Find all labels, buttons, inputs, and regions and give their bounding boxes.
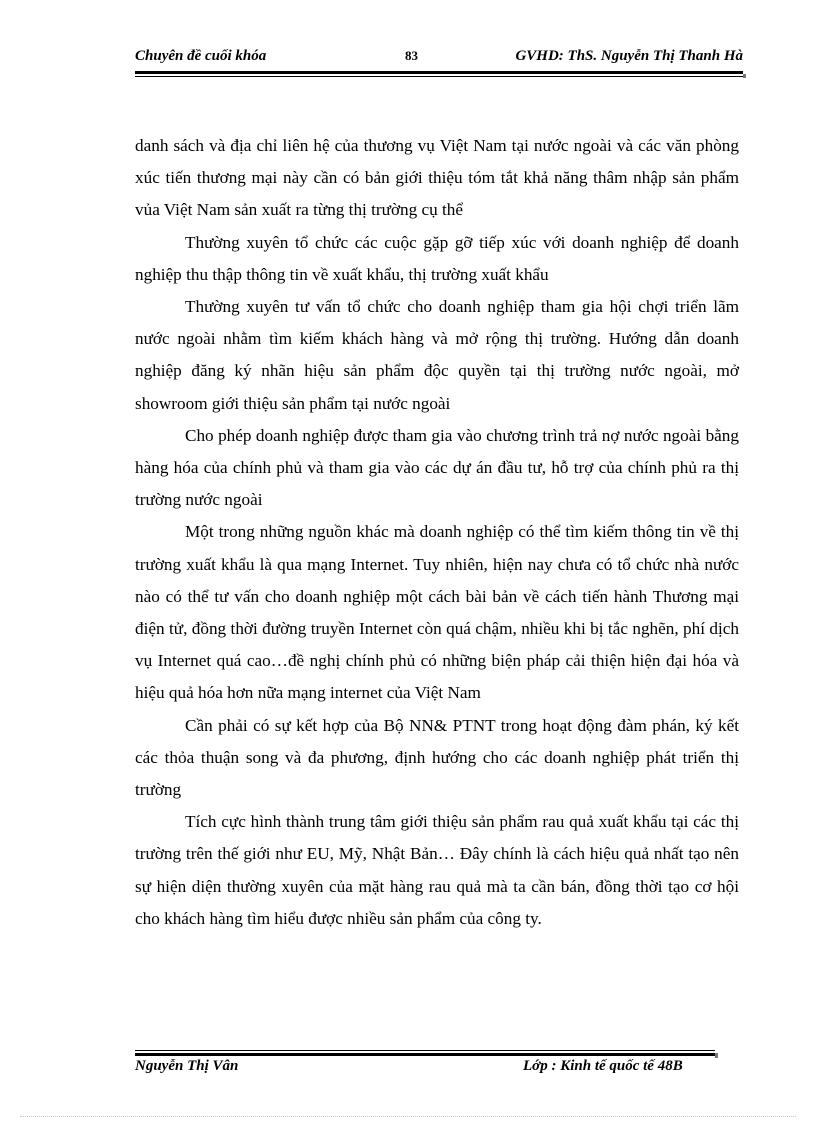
paragraph-2: Thường xuyên tổ chức các cuộc gặp gỡ tiếp xúc với doanh nghiệp để doanh nghiệp thu thập thông tin về xuất khẩu, thị trường xuất khẩu (135, 232, 739, 284)
paragraph-4: Cho phép doanh nghiệp được tham gia vào chương trình trả nợ nước ngoài bằng hàng hóa của chính phủ và tham gia vào các dự án đầu tư, hỗ trợ của chính phủ ra thị trường nước ngoài (135, 425, 739, 510)
footer-rule-shadow (715, 1053, 718, 1058)
footer-class: Lớp : Kinh tế quốc tế 48B (523, 1058, 683, 1074)
header-document-title: Chuyên đề cuối khóa (135, 48, 267, 64)
paragraph-1: danh sách và địa chỉ liên hệ của thương vụ Việt Nam tại nước ngoài và các văn phòng xúc tiến thương mại này cần có bản giới thiệu tóm tắt khả năng thâm nhập sản phẩm vủa Việt Nam sản xuất ra từng thị trường cụ thể (135, 136, 739, 220)
body-text (135, 130, 739, 935)
header-rule-thin (135, 76, 743, 77)
paragraph-5: Một trong những nguồn khác mà doanh nghiệp có thể tìm kiếm thông tin về thị trường xuất khẩu là qua mạng Internet. Tuy nhiên, hiện nay chưa có tổ chức nhà nước nào có thể tư vấn cho doanh nghiệp một cách bài bản về cách tiến hành Thương mại điện tử, đồng thời đường truyền Internet còn quá chậm, nhiều khi bị tắc nghẽn, phí dịch vụ Internet quá cao…đề nghị chính phủ có những biện pháp cải thiện hiện đại hóa và hiệu quả hóa hơn nữa mạng internet của Việt Nam (135, 522, 739, 703)
page-footer (135, 1058, 715, 1080)
paragraph-3: Thường xuyên tư vấn tổ chức cho doanh nghiệp tham gia hội chợi triển lãm nước ngoài nhằm tìm kiếm khách hàng và mở rộng thị trường. Hướng dẫn doanh nghiệp đăng ký nhãn hiệu sản phẩm độc quyền tại thị trường nước ngoài, mở showroom giới thiệu sản phẩm tại nước ngoài (135, 297, 739, 413)
header-page-number: 83 (405, 48, 418, 63)
paragraph-7: Tích cực hình thành trung tâm giới thiệu sản phẩm rau quả xuất khẩu tại các thị trường trên thế giới như EU, Mỹ, Nhật Bản… Đây chính là cách hiệu quả nhất tạo nên sự hiện diện thường xuyên của mặt hàng rau quả mà ta cần bán, đồng thời tạo cơ hội cho khách hàng tìm hiểu được nhiều sản phẩm của công ty. (135, 812, 739, 928)
page-header (135, 48, 743, 70)
footer-rule-thin (135, 1050, 715, 1051)
header-supervisor: GVHD: ThS. Nguyễn Thị Thanh Hà (515, 48, 743, 64)
footer-rule-thick (135, 1053, 715, 1056)
header-rule-shadow (743, 74, 746, 78)
footer-author: Nguyễn Thị Vân (135, 1058, 239, 1074)
paragraph-6: Cần phải có sự kết hợp của Bộ NN& PTNT trong hoạt động đàm phán, ký kết các thỏa thuận song và đa phương, định hướng cho các doanh nghiệp phát triển thị trường (135, 715, 739, 800)
header-rule-thick (135, 71, 743, 74)
page-edge-dots (20, 1116, 796, 1117)
